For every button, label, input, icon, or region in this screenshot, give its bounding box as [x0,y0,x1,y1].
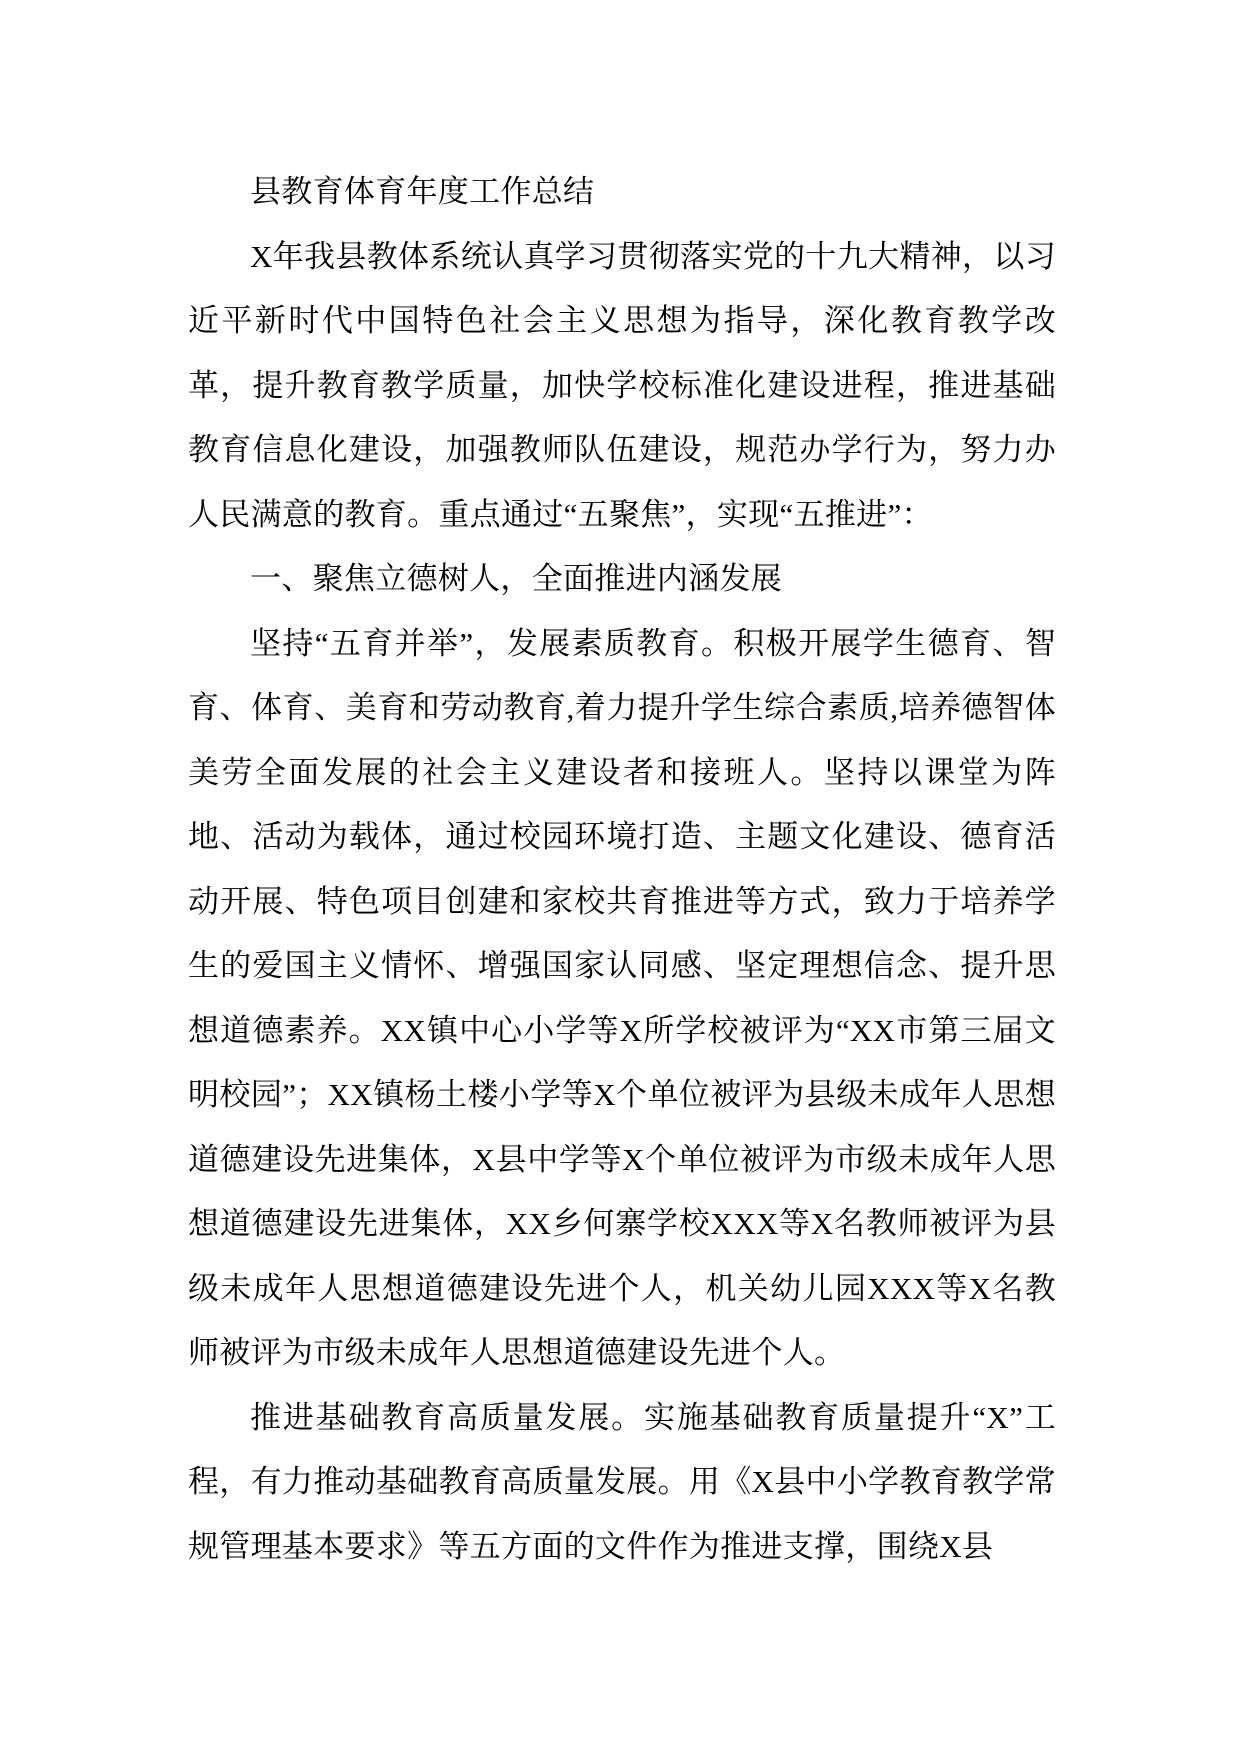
document-title: 县教育体育年度工作总结 [250,174,595,209]
intro-paragraph: X年我县教体系统认真学习贯彻落实党的十九大精神，以习近平新时代中国特色社会主义思想为指导，深化教育教学改革，提升教育教学质量，加快学校标准化建设进程，推进基础教育信息化建设，加强教师队伍建设，规范办学行为，努力办人民满意的教育。重点通过“五聚焦”，实现“五推进”： [188,238,1056,532]
body-paragraph: 推进基础教育高质量发展。实施基础教育质量提升“X”工程，有力推动基础教育高质量发展。用《X县中小学教育教学常规管理基本要求》等五方面的文件作为推进支撑，围绕X县 [188,1399,1056,1564]
section-heading: 一、聚焦立德树人，全面推进内涵发展 [250,561,783,596]
body-paragraph: 坚持“五育并举”，发展素质教育。积极开展学生德育、智育、体育、美育和劳动教育,着力提升学生综合素质,培养德智体美劳全面发展的社会主义建设者和接班人。坚持以课堂为阵地、活动为载体，通过校园环境打造、主题文化建设、德育活动开展、特色项目创建和家校共育推进等方式，致力于培养学生的爱国主义情怀、增强国家认同感、坚定理想信念、提升思想道德素养。XX镇中心小学等X所学校被评为“XX市第三届文明校园”；XX镇杨土楼小学等X个单位被评为县级未成年人思想道德建设先进集体，X县中学等X个单位被评为市级未成年人思想道德建设先进集体，XX乡何寨学校XXX等X名教师被评为县级未成年人思想道德建设先进个人，机关幼儿园XXX等X名教师被评为市级未成年人思想道德建设先进个人。 [188,625,1056,1370]
document-body [188,160,1056,1579]
